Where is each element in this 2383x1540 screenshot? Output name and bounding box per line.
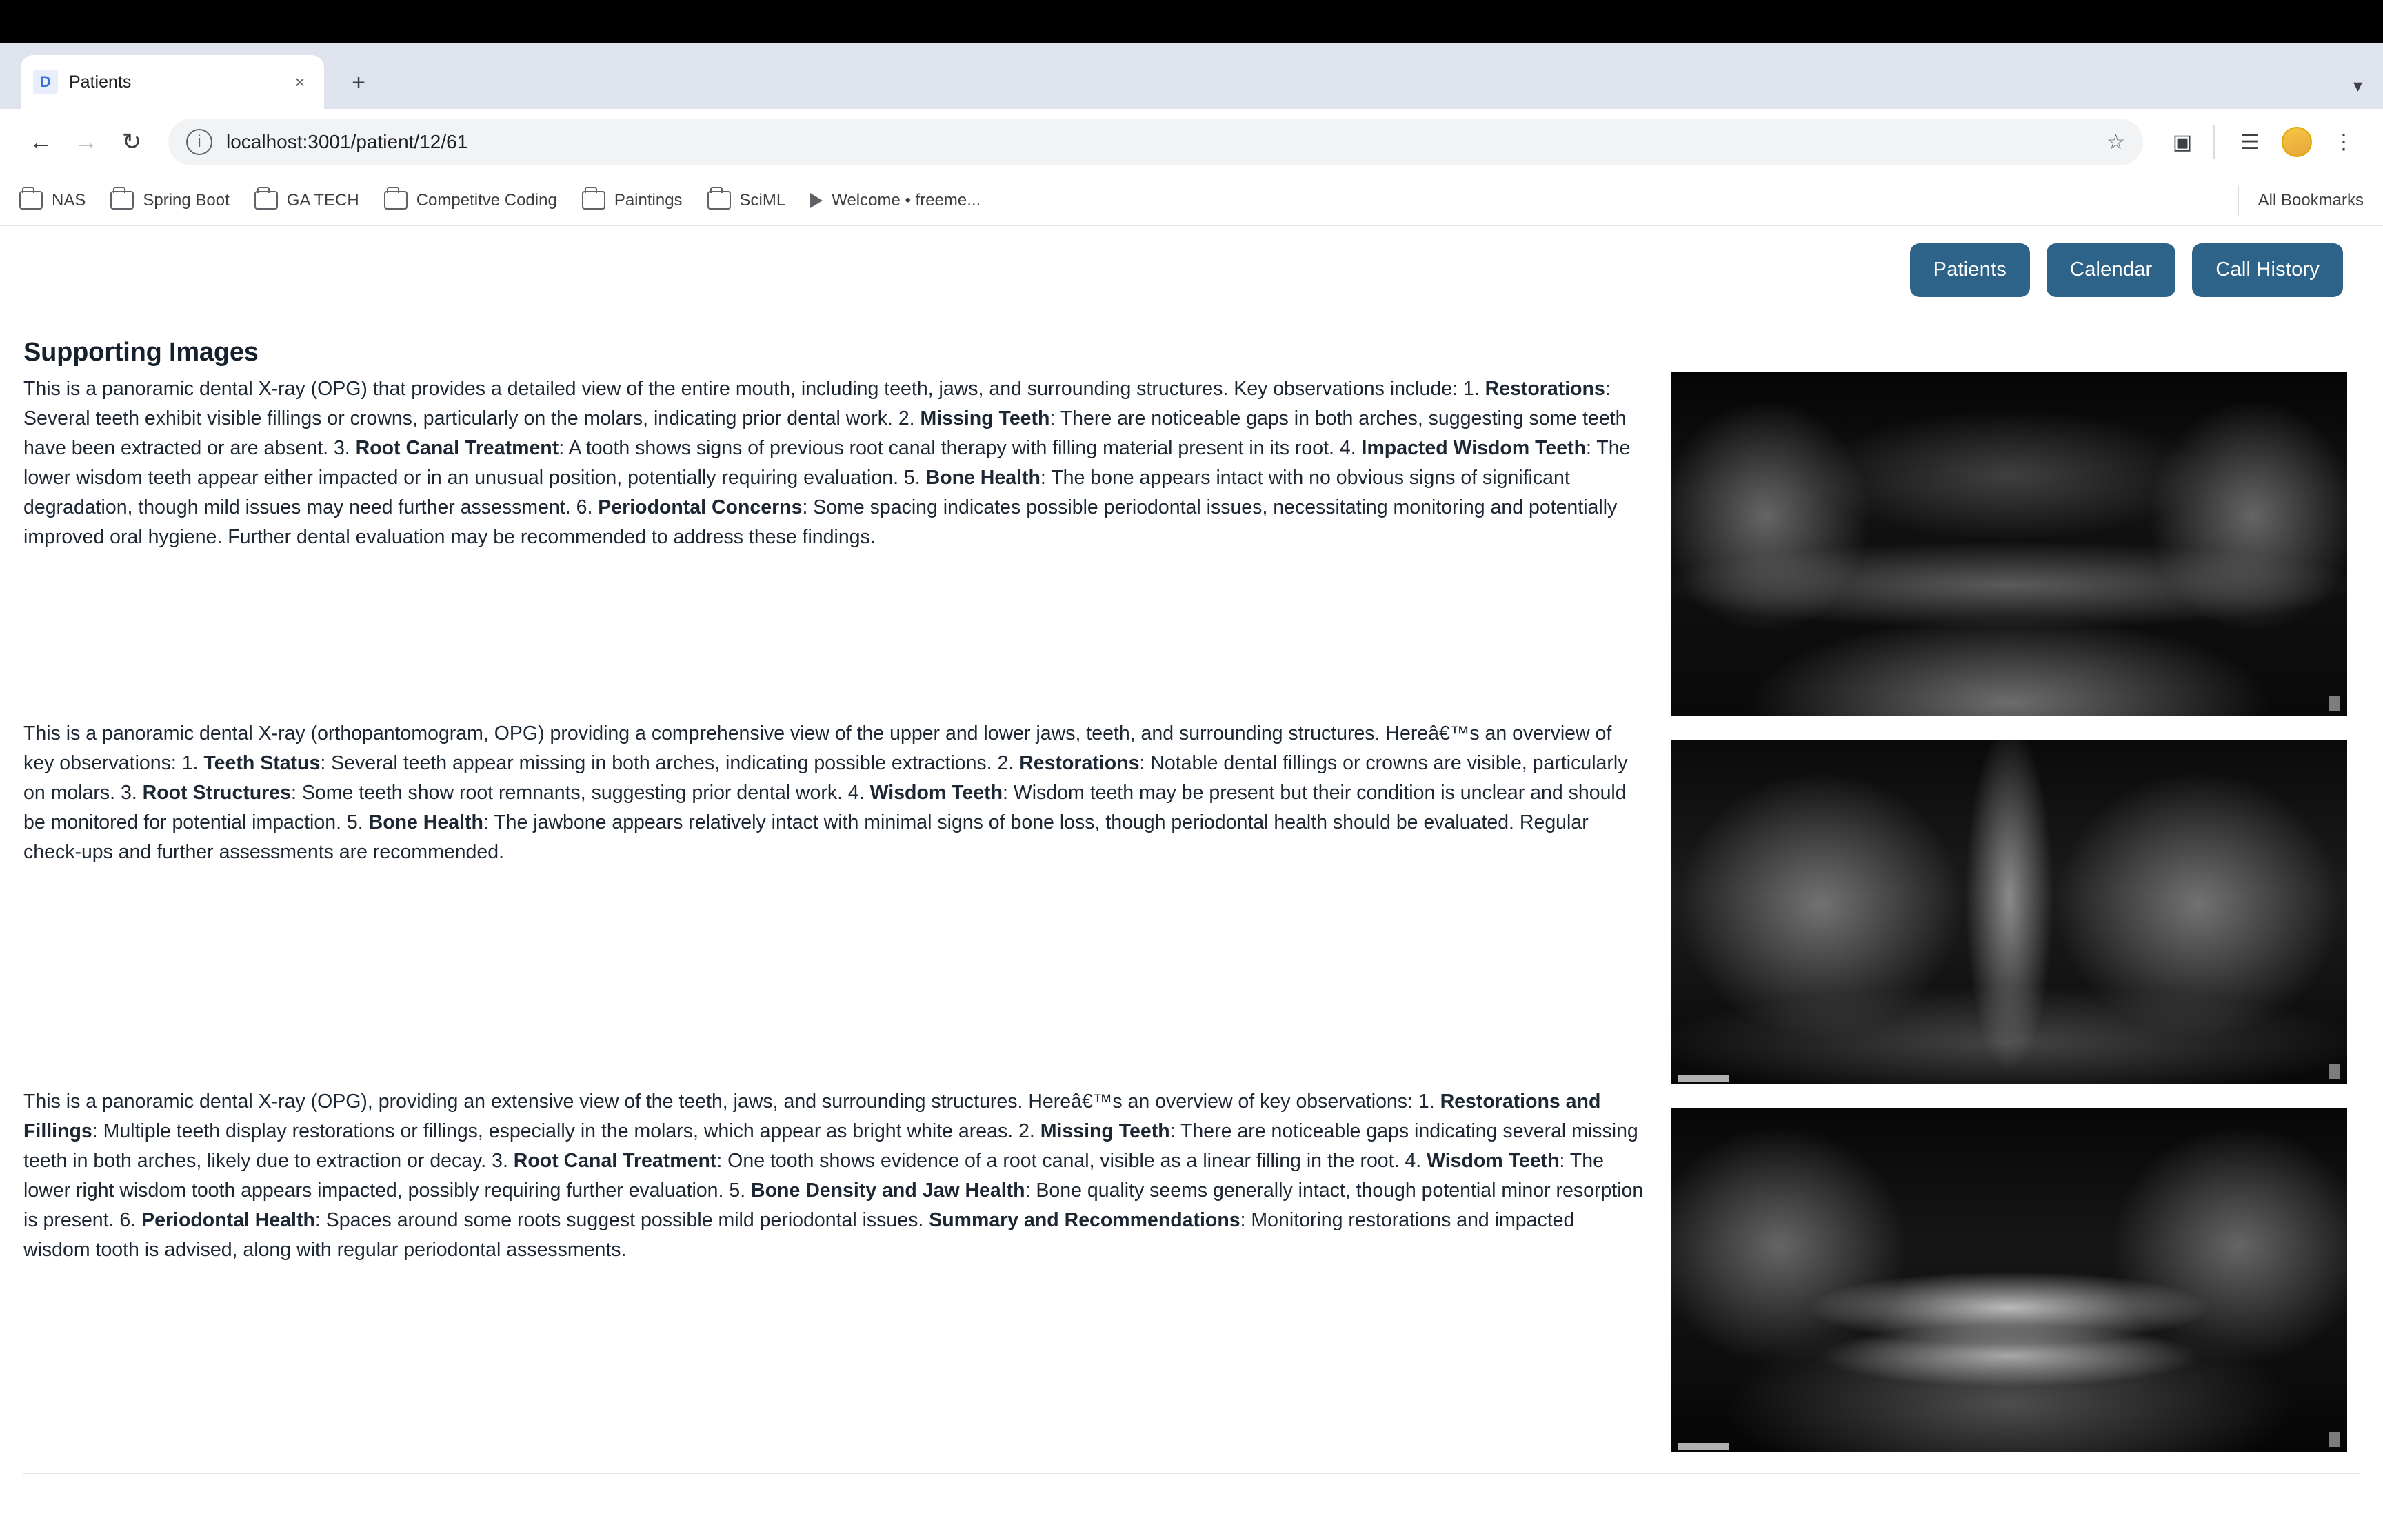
- tab-title: Patients: [69, 72, 132, 92]
- entry-image-wrap-2: [1671, 716, 2347, 1084]
- supporting-images-section: [0, 314, 2383, 1501]
- new-tab-icon[interactable]: +: [352, 69, 365, 96]
- browser-window: [0, 43, 2383, 1540]
- folder-icon: [254, 191, 278, 210]
- browser-tab-patients[interactable]: [21, 55, 324, 109]
- image-corner-marker: [2329, 1432, 2340, 1447]
- site-info-icon[interactable]: i: [186, 129, 212, 155]
- page-content: [0, 226, 2383, 1540]
- entry-description-2: This is a panoramic dental X-ray (orthopantomogram, OPG) providing a comprehensive view of the upper and lower jaws, teeth, and surrounding structures. Hereâ€™s an overview of key observations: 1. Teeth Status: Several teeth appear missing in both arches, indicating possible extractions. 2. Restorations: Notable dental fillings or crowns are visible, particularly on molars. 3. Root Structures: Some teeth show root remnants, suggesting prior dental work. 4. Wisdom Teeth: Wisdom teeth may be present but their condition is unclear and should be monitored for potential impaction. 5. Bone Health: The jawbone appears relatively intact with minimal signs of bone loss, though periodontal health should be evaluated. Regular check-ups and further assessments are recommended.: [23, 722, 1628, 863]
- address-bar-url[interactable]: localhost:3001/patient/12/61: [226, 131, 468, 152]
- forward-icon[interactable]: →: [74, 128, 98, 155]
- folder-icon: [707, 191, 731, 210]
- bookmark-ga-tech[interactable]: [254, 191, 359, 210]
- close-icon[interactable]: ×: [294, 71, 305, 92]
- entry-description-1: This is a panoramic dental X-ray (OPG) that provides a detailed view of the entire mouth, including teeth, jaws, and surrounding structures. Key observations include: 1. Restorations: Several teeth exhibit visible fillings or crowns, particularly on the molars, indicating prior dental work. 2. Missing Teeth: There are noticeable gaps in both arches, suggesting some teeth have been extracted or are absent. 3. Root Canal Treatment: A tooth shows signs of previous root canal therapy with filling material present in its root. 4. Impacted Wisdom Teeth: The lower wisdom teeth appear either impacted or in an unusual position, potentially requiring evaluation. 5. Bone Health: The bone appears intact with no obvious signs of significant degradation, though mild issues may need further assessment. 6. Periodontal Concerns: Some spacing indicates possible periodontal issues, necessitating monitoring and potentially improved oral hygiene. Further dental evaluation may be recommended to address these findings.: [23, 378, 1631, 548]
- bookmark-spring-boot[interactable]: [110, 191, 229, 210]
- address-bar[interactable]: [168, 119, 2143, 165]
- page-title: Supporting Images: [23, 338, 259, 367]
- entry-description-3: This is a panoramic dental X-ray (OPG), providing an extensive view of the teeth, jaws, and surrounding structures. Hereâ€™s an overview of key observations: 1. Restorations and Fillings: Multiple teeth display restorations or fillings, especially in the molars, which appear as bright white areas. 2. Missing Teeth: There are noticeable gaps indicating several missing teeth in both arches, likely due to extraction or decay. 3. Root Canal Treatment: One tooth shows evidence of a root canal, visible as a linear filling in the root. 4. Wisdom Teeth: The lower right wisdom tooth appears impacted, possibly requiring further evaluation. 5. Bone Density and Jaw Health: Bone quality seems generally intact, though potential minor resorption is present. 6. Periodontal Health: Spaces around some roots suggest possible mild periodontal issues. Summary and Recommendations: Monitoring restorations and impacted wisdom tooth is advised, along with regular periodontal assessments.: [23, 1091, 1644, 1261]
- image-corner-marker: [2329, 1064, 2340, 1079]
- toolbar-divider: [2213, 125, 2215, 159]
- bookmark-label: Spring Boot: [143, 190, 230, 210]
- bookmark-star-icon[interactable]: ☆: [2107, 130, 2125, 154]
- more-menu-icon[interactable]: ⋮: [2333, 130, 2354, 154]
- bookmark-competitve-coding[interactable]: [384, 191, 557, 210]
- image-scale-strip: [1678, 1443, 1729, 1450]
- reading-list-icon[interactable]: ☰: [2240, 130, 2260, 154]
- supporting-image-entry-3: [23, 1084, 2360, 1452]
- bookmarks-divider: [2238, 185, 2239, 216]
- nav-button-patients[interactable]: Patients: [1910, 243, 2030, 297]
- nav-button-call-history[interactable]: Call History: [2192, 243, 2343, 297]
- supporting-image-entry-2: [23, 716, 2360, 1084]
- bookmark-welcome-freeme[interactable]: [810, 191, 981, 210]
- tab-favicon-icon: D: [33, 70, 58, 94]
- play-icon: [810, 193, 823, 208]
- entry-image-wrap-1: [1671, 372, 2347, 716]
- profile-avatar[interactable]: [2275, 121, 2318, 163]
- bookmark-label: Welcome • freeme...: [832, 190, 981, 210]
- extensions-icon[interactable]: ▣: [2172, 130, 2193, 154]
- panoramic-dental-xray-1[interactable]: [1671, 372, 2347, 716]
- browser-toolbar: [0, 109, 2383, 175]
- bookmark-label: SciML: [739, 190, 786, 210]
- panoramic-dental-xray-2[interactable]: [1671, 740, 2347, 1084]
- bookmark-nas[interactable]: [19, 191, 86, 210]
- browser-tabstrip: [0, 43, 2383, 109]
- bookmark-label: Competitve Coding: [416, 190, 557, 210]
- bookmark-label: NAS: [52, 190, 86, 210]
- bookmark-label: GA TECH: [286, 190, 359, 210]
- reload-icon[interactable]: ↻: [121, 129, 142, 155]
- content-divider: [23, 1473, 2360, 1501]
- all-bookmarks-label: All Bookmarks: [2258, 190, 2364, 210]
- image-scale-strip: [1678, 1075, 1729, 1082]
- back-icon[interactable]: ←: [29, 128, 52, 155]
- folder-icon: [582, 191, 605, 210]
- bookmark-sciml[interactable]: [707, 191, 786, 210]
- nav-button-calendar[interactable]: Calendar: [2047, 243, 2175, 297]
- bookmark-paintings[interactable]: [582, 191, 683, 210]
- bookmarks-bar: [0, 175, 2383, 226]
- chevron-down-icon[interactable]: ▾: [2353, 75, 2362, 96]
- app-header: [0, 226, 2383, 314]
- folder-icon: [384, 191, 408, 210]
- image-corner-marker: [2329, 696, 2340, 711]
- folder-icon: [110, 191, 134, 210]
- folder-icon: [19, 191, 43, 210]
- all-bookmarks-button[interactable]: [2238, 185, 2364, 216]
- entry-image-wrap-3: [1671, 1084, 2347, 1452]
- panoramic-dental-xray-3[interactable]: [1671, 1108, 2347, 1452]
- bookmark-label: Paintings: [614, 190, 683, 210]
- supporting-image-entry-1: [23, 372, 2360, 716]
